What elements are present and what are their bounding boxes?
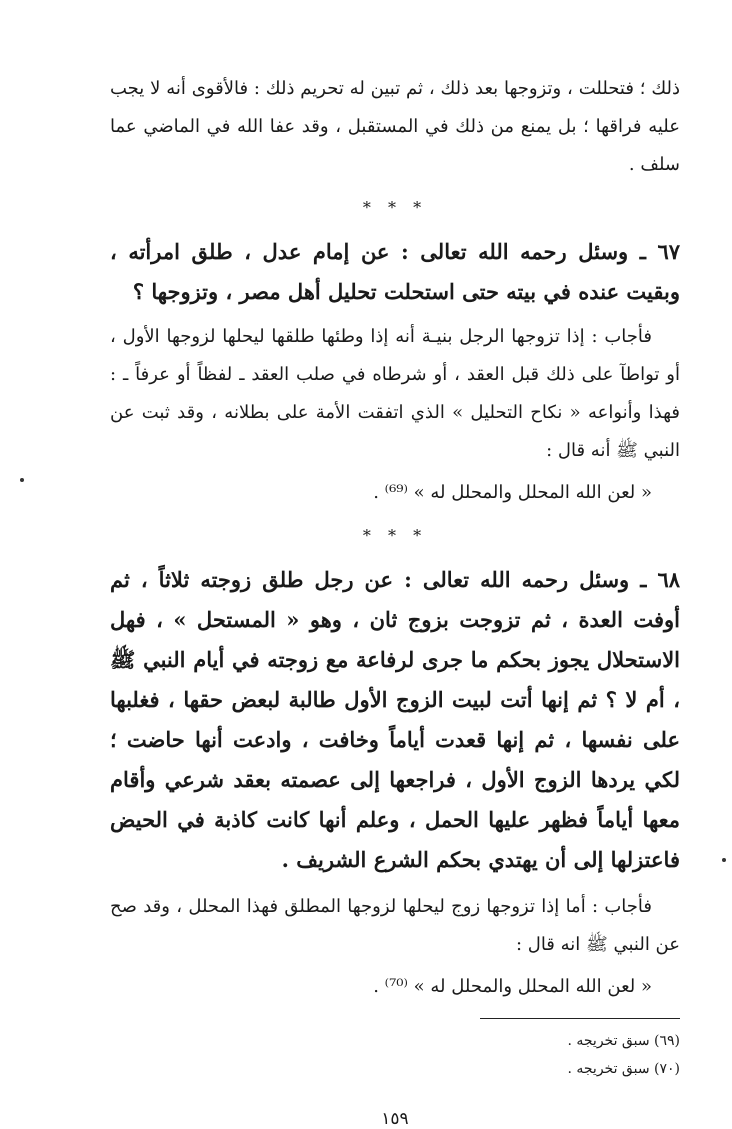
footnote-70: (٧٠) سبق تخريجه . [567, 1061, 680, 1077]
footnote-69: (٦٩) سبق تخريجه . [567, 1033, 680, 1049]
scan-speck [722, 858, 726, 862]
hadith-67: « لعن الله المحلل والمحلل له » ⁽⁶⁹⁾ . [373, 482, 652, 503]
answer-68: فأجاب : أما إذا تزوجها زوج ليحلها لزوجها المطلق فهذا المحلل ، وقد صح عن النبي ﷺ انه قال : [110, 896, 680, 955]
answer-67: فأجاب : إذا تزوجها الرجل بنيـة أنه إذا وطئها طلقها ليحلها لزوجها الأول ، أو تواطآ على ذلك قبل العقد ، أو شرطاه في صلب العقد ـ لفظاً أو عرفاً ـ : فهذا وأنواعه « نكاح التحليل » الذي اتفقت الأمة على بطلانه ، وقد ثبت عن النبي ﷺ أنه قال : [110, 326, 680, 461]
section-separator: * * * [362, 526, 428, 545]
question-68 [110, 560, 680, 880]
question-67-number: ٦٧ ـ [639, 239, 681, 264]
scan-speck [20, 478, 24, 482]
section-separator: * * * [362, 198, 428, 217]
intro-paragraph: ذلك ؛ فتحللت ، وتزوجها بعد ذلك ، ثم تبين له تحريم ذلك : فالأقوى أنه لا يجب عليه فراقها ؛ بل يمنع من ذلك في المستقبل ، وقد عفا الله في الماضي عما سلف . [110, 78, 680, 175]
footnote-divider [480, 1018, 680, 1019]
page-content [110, 70, 680, 1129]
question-67 [110, 232, 680, 312]
page-number: ١٥٩ [381, 1109, 409, 1129]
question-67-text: وسئل رحمه الله تعالى : عن إمام عدل ، طلق امرأته ، وبقيت عنده في بيته حتى استحلت تحليل أهل مصر ، وتزوجها ؟ [110, 239, 680, 304]
question-68-text: وسئل رحمه الله تعالى : عن رجل طلق زوجته ثلاثاً ، ثم أوفت العدة ، ثم تزوجت بزوج ثان ، وهو « المستحل » ، فهل الاستحلال يجوز بحكم ما جرى لرفاعة مع زوجته في أيام النبي ﷺ ، أم لا ؟ ثم إنها أتت لبيت الزوج الأول طالبة لبعض حقها ، فغلبها على نفسها ، ثم إنها قعدت أياماً وخافت ، وادعت أنها حاضت ؛ لكي يردها الزوج الأول ، فراجعها إلى عصمته بعقد شرعي وأقام معها أياماً فظهر عليها الحمل ، وعلم أنها كانت كاذبة في الحيض فاعتزلها إلى أن يهتدي بحكم الشرع الشريف . [110, 567, 680, 872]
question-68-number: ٦٨ ـ [640, 567, 681, 592]
hadith-68: « لعن الله المحلل والمحلل له » ⁽⁷⁰⁾ . [373, 976, 652, 997]
